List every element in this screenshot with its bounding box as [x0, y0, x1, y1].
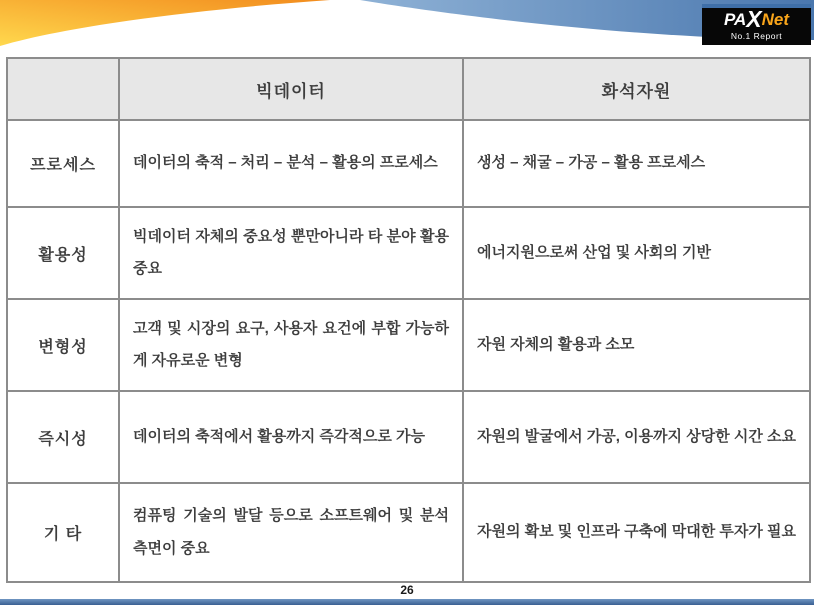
- logo-tagline: No.1 Report: [730, 31, 783, 41]
- fossil-cell: 에너지원으로써 산업 및 사회의 기반: [463, 207, 810, 299]
- header-empty-cell: [7, 58, 119, 120]
- bigdata-cell: 데이터의 축적에서 활용까지 즉각적으로 가능: [119, 391, 463, 483]
- bottom-bar-decoration: [0, 599, 814, 605]
- paxnet-logo-text: [702, 8, 811, 31]
- table-row-process: [7, 120, 810, 207]
- bigdata-cell: 데이터의 축적 – 처리 – 분석 – 활용의 프로세스: [119, 120, 463, 207]
- bigdata-cell: 빅데이터 자체의 중요성 뿐만아니라 타 분야 활용 중요: [119, 207, 463, 299]
- fossil-cell: 자원의 발굴에서 가공, 이용까지 상당한 시간 소요: [463, 391, 810, 483]
- table-row-etc: [7, 483, 810, 582]
- paxnet-logo: [702, 4, 811, 45]
- logo-pa: PA: [723, 10, 747, 29]
- row-label-cell: 프로세스: [7, 120, 119, 207]
- row-label-cell: 기 타: [7, 483, 119, 582]
- fossil-cell: 자원 자체의 활용과 소모: [463, 299, 810, 391]
- table-row-usability: [7, 207, 810, 299]
- table-row-transformability: [7, 299, 810, 391]
- bigdata-cell: 컴퓨팅 기술의 발달 등으로 소프트웨어 및 분석 측면이 중요: [119, 483, 463, 582]
- top-banner-decoration: [0, 0, 814, 52]
- page-number: 26: [400, 583, 414, 597]
- header-fossil-cell: 화석자원: [463, 58, 810, 120]
- fossil-cell: 자원의 확보 및 인프라 구축에 막대한 투자가 필요: [463, 483, 810, 582]
- header-bigdata-cell: 빅데이터: [119, 58, 463, 120]
- logo-x: X: [746, 6, 762, 32]
- row-label-cell: 변형성: [7, 299, 119, 391]
- fossil-cell: 생성 – 채굴 – 가공 – 활용 프로세스: [463, 120, 810, 207]
- orange-swoosh-shape: [0, 0, 330, 46]
- comparison-table: [6, 57, 811, 583]
- table-header-row: [7, 58, 810, 120]
- bigdata-cell: 고객 및 시장의 요구, 사용자 요건에 부합 가능하게 자유로운 변형: [119, 299, 463, 391]
- logo-net: Net: [761, 10, 790, 29]
- table-row-immediacy: [7, 391, 810, 483]
- row-label-cell: 즉시성: [7, 391, 119, 483]
- row-label-cell: 활용성: [7, 207, 119, 299]
